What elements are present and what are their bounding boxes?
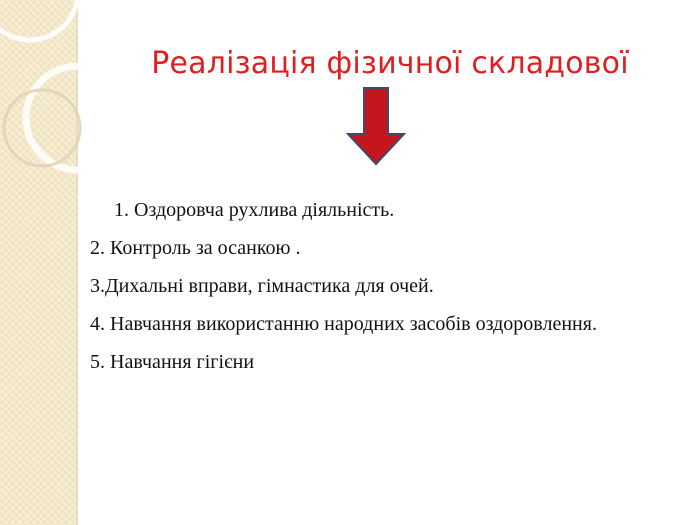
decorative-circles — [0, 0, 150, 200]
deco-circle-top — [0, 0, 78, 40]
arrow-down-icon — [346, 86, 406, 166]
content-list — [90, 198, 650, 388]
list-item: 1. Оздоровча рухлива діяльність. — [114, 199, 395, 221]
list-item: 2. Контроль за осанкою . — [90, 237, 301, 259]
list-item: 4. Навчання використанню народних засобів оздоровлення. — [90, 313, 597, 335]
slide-title: Реалізація фізичної складової — [151, 46, 629, 81]
list-item: 5. Навчання гігієни — [90, 351, 255, 373]
list-item: 3.Дихальні вправи, гімнастика для очей. — [90, 275, 434, 297]
